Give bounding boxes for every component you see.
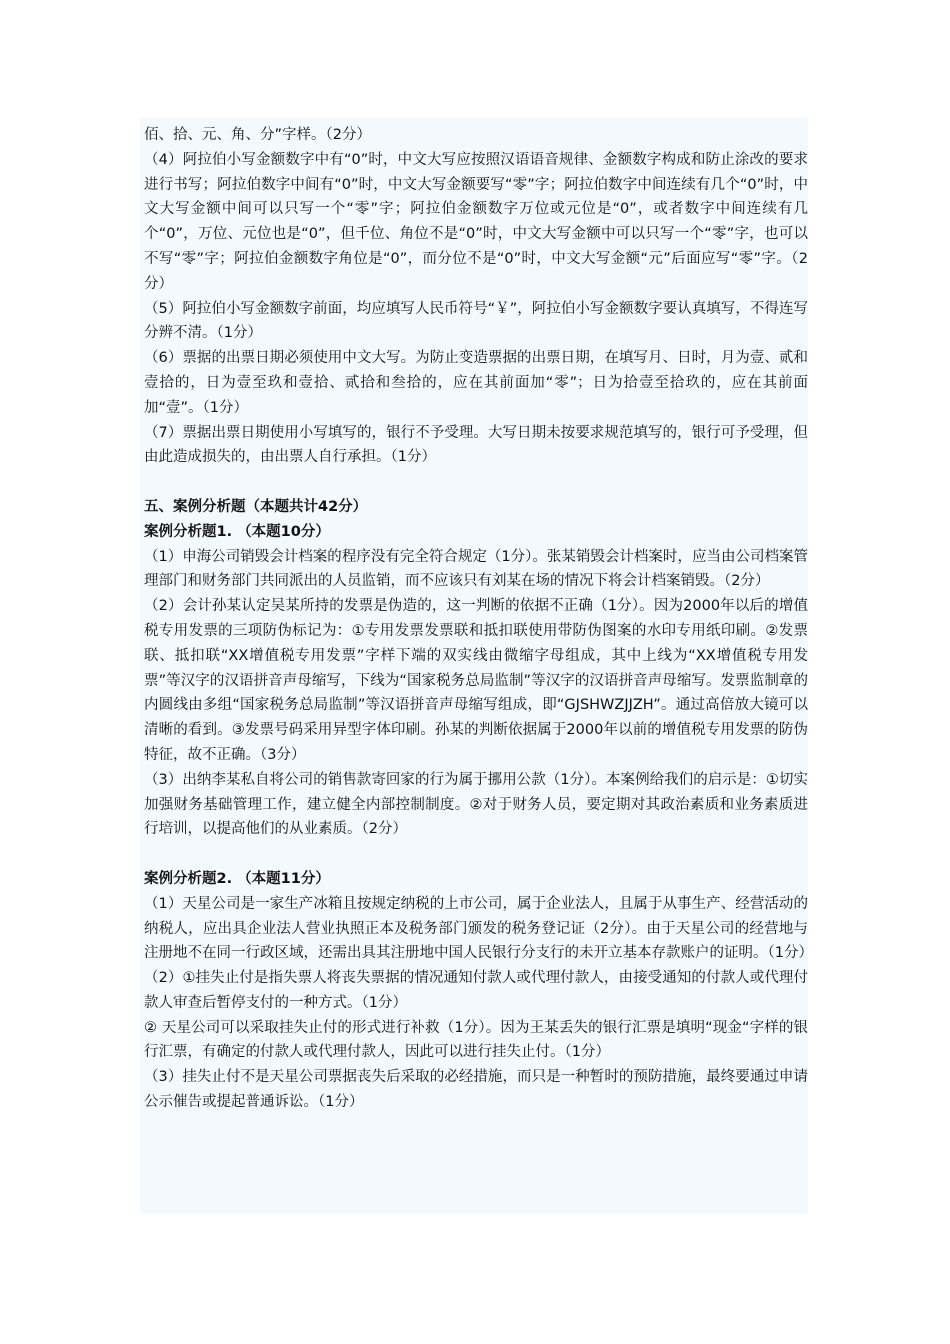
paragraph: （7）票据出票日期使用小写填写的，银行不予受理。大写日期未按要求规范填写的，银行可予受理，但由此造成损失的，由出票人自行承担。（1分）	[144, 424, 808, 466]
paragraph: （5）阿拉伯小写金额数字前面，均应填写人民币符号“￥”，阿拉伯小写金额数字要认真填写，不得连写分辨不清。（1分）	[144, 300, 808, 342]
paragraph: （4）阿拉伯小写金额数字中有“0”时，中文大写应按照汉语语音规律、金额数字构成和防止涂改的要求进行书写；阿拉伯数字中间有“0”时，中文大写金额要写“零”字；阿拉伯数字中间连续有几个“0”时，中文大写金额中间可以只写一个“零”字；阿拉伯金额数字万位或元位是“0”，或者数字中间连续有几个“0”，万位、元位也是“0”，但千位、角位不是“0”时，中文大写金额中可以只写一个“零”字，也可以不写“零”字；阿拉伯金额数字角位是“0”，而分位不是“0”时，中文大写金额“元”后面应写“零”字。（2分）	[144, 151, 808, 292]
paragraph: （2）①挂失止付是指失票人将丧失票据的情况通知付款人或代理付款人，由接受通知的付款人或代理付款人审查后暂停支付的一种方式。（1分）	[144, 970, 808, 1011]
paragraph: （3）挂失止付不是天星公司票据丧失后采取的必经措施，而只是一种暂时的预防措施，最终要通过申请公示催告或提起普通诉讼。（1分）	[144, 1069, 808, 1111]
spacer	[144, 470, 808, 495]
paragraph: （1）天星公司是一家生产冰箱且按规定纳税的上市公司，属于企业法人，且属于从事生产、经营活动的纳税人，应出具企业法人营业执照正本及税务部门颁发的税务登记证（2分）。由于天星公司的经营地与注册地不在同一行政区域，还需出具其注册地中国人民银行分支行的未开立基本存款账户的证明。（1分）	[144, 895, 813, 962]
paragraph: （1）申海公司销毁会计档案的程序没有完全符合规定（1分）。张某销毁会计档案时，应当由公司档案管理部门和财务部门共同派出的人员监销，而不应该只有刘某在场的情况下将会计档案销毁。（2分）	[144, 548, 808, 590]
paragraph: 佰、拾、元、角、分”字样。（2分）	[144, 127, 371, 143]
section-heading: 五、案例分析题（本题共计42分）	[144, 498, 368, 515]
paragraph: （6）票据的出票日期必须使用中文大写。为防止变造票据的出票日期，在填写月、日时，月为壹、贰和壹拾的，日为壹至玖和壹拾、贰拾和叁拾的，应在其前面加“零”；日为拾壹至拾玖的，应在其前面加“壹”。（1分）	[144, 350, 808, 416]
paragraph: （2）会计孙某认定吴某所持的发票是伪造的，这一判断的依据不正确（1分）。因为2000年以后的增值税专用发票的三项防伪标记为：①专用发票发票联和抵扣联使用带防伪图案的水印专用纸印刷。②发票联、抵扣联“XX增值税专用发票”字样下端的双实线由微缩字母组成，其中上线为“XX增值税专用发票”等汉字的汉语拼音声母缩写，下线为“国家税务总局监制”等汉字的汉语拼音声母缩写。发票监制章的内圆线由多组“国家税务总局监制”等汉语拼音声母缩写组成，即“GJSHWZJJZH”。通过高倍放大镜可以清晰的看到。③发票号码采用异型字体印刷。孙某的判断依据属于2000年以前的增值税专用发票的防伪特征，故不正确。（3分）	[144, 598, 808, 763]
spacer	[144, 842, 808, 867]
paragraph: （3）出纳李某私自将公司的销售款寄回家的行为属于挪用公款（1分）。本案例给我们的启示是：①切实加强财务基础管理工作，建立健全内部控制制度。②对于财务人员，要定期对其政治素质和业务素质进行培训，以提高他们的从业素质。（2分）	[144, 771, 808, 838]
case-heading: 案例分析题2. （本题11分）	[144, 870, 330, 887]
case-heading: 案例分析题1. （本题10分）	[144, 523, 330, 540]
document-body	[144, 123, 813, 1115]
paragraph: ② 天星公司可以采取挂失止付的形式进行补救（1分）。因为王某丢失的银行汇票是填明“现金“字样的银行汇票，有确定的付款人或代理付款人，因此可以进行挂失止付。（1分）	[144, 1019, 808, 1061]
